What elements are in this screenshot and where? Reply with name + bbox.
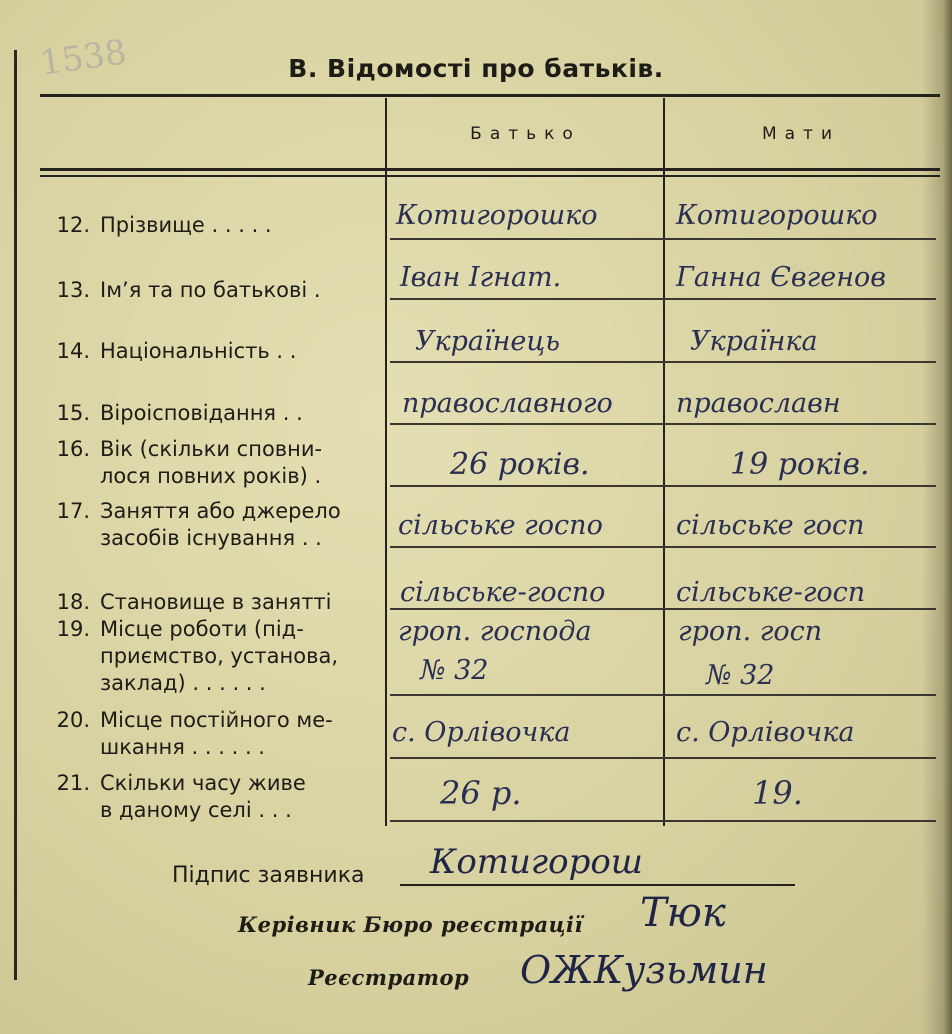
mother-name: Ганна Євгенов bbox=[676, 262, 886, 293]
mother-surname: Котигорошко bbox=[676, 200, 878, 231]
applicant-signature-line bbox=[400, 884, 795, 886]
mother-residence: с. Орлівочка bbox=[676, 717, 855, 748]
field-15-label: 15. Віроісповідання . . bbox=[56, 401, 303, 425]
applicant-signature: Котигорош bbox=[430, 842, 644, 882]
field-16-label: 16. Вік (скільки сповни- лося повних років) . bbox=[56, 437, 323, 488]
father-years: 26 р. bbox=[440, 774, 522, 812]
registrar-signature: ОЖКузьмин bbox=[520, 948, 768, 992]
mother-workplace-number: № 32 bbox=[706, 660, 775, 691]
page-edge-shadow bbox=[922, 0, 952, 1034]
field-20-label: 20. Місце постійного ме- шкання . . . . . . bbox=[56, 708, 333, 759]
row-line bbox=[390, 361, 936, 363]
mother-age: 19 років. bbox=[730, 447, 870, 482]
father-age: 26 років. bbox=[450, 447, 590, 482]
column-header-mother: Мати bbox=[761, 124, 841, 144]
father-workplace-number: № 32 bbox=[420, 655, 489, 686]
applicant-signature-label: Підпис заявника bbox=[172, 863, 365, 888]
father-position: сільське-госпо bbox=[400, 577, 606, 608]
mother-nationality: Українка bbox=[690, 326, 818, 357]
mother-occupation: сільське госп bbox=[676, 510, 865, 541]
field-18-label: 18. Становище в занятті bbox=[56, 590, 332, 614]
field-13-label: 13. Ім’я та по батькові . bbox=[56, 278, 321, 302]
father-name: Іван Ігнат. bbox=[400, 262, 562, 293]
row-line bbox=[390, 485, 936, 487]
row-line bbox=[390, 546, 936, 548]
row-line bbox=[390, 298, 936, 300]
row-line bbox=[390, 423, 936, 425]
archive-stamp-number: 1538 bbox=[37, 32, 129, 84]
field-12-label: 12. Прізвище . . . . . bbox=[56, 213, 272, 237]
father-workplace: гроп. господа bbox=[398, 616, 592, 647]
row-line bbox=[390, 820, 936, 822]
field-14-label: 14. Національність . . bbox=[56, 339, 297, 363]
father-religion: православного bbox=[402, 388, 613, 419]
father-residence: с. Орлівочка bbox=[392, 717, 571, 748]
father-occupation: сільське госпо bbox=[398, 510, 603, 541]
field-19-label: 19. Місце роботи (під- приємство, установа, заклад) . . . . . . bbox=[56, 617, 339, 695]
header-bottom-border bbox=[40, 168, 940, 171]
father-nationality: Українець bbox=[415, 326, 560, 357]
column-divider-left bbox=[385, 98, 387, 826]
mother-workplace: гроп. госп bbox=[678, 616, 823, 647]
header-bottom-border-2 bbox=[40, 175, 940, 177]
field-17-label: 17. Заняття або джерело засобів існування . . bbox=[56, 499, 341, 550]
field-21-label: 21. Скільки часу живе в даному селі . . . bbox=[56, 771, 306, 822]
table-top-border bbox=[40, 94, 940, 97]
page-title: В. Відомості про батьків. bbox=[288, 54, 664, 83]
row-line bbox=[390, 694, 936, 696]
registry-head-label: Керівник Бюро реєстрації bbox=[238, 912, 583, 937]
mother-religion: православн bbox=[676, 388, 841, 419]
registry-head-signature: Тюк bbox=[640, 890, 726, 936]
row-line bbox=[390, 757, 936, 759]
row-line bbox=[390, 238, 936, 240]
row-line bbox=[390, 608, 936, 610]
mother-position: сільське-госп bbox=[676, 577, 866, 608]
mother-years: 19. bbox=[752, 774, 803, 812]
registrar-label: Реєстратор bbox=[308, 965, 470, 990]
left-border bbox=[14, 50, 17, 980]
column-divider-mid bbox=[663, 98, 665, 826]
father-surname: Котигорошко bbox=[396, 200, 598, 231]
column-header-father: Батько bbox=[470, 124, 581, 144]
